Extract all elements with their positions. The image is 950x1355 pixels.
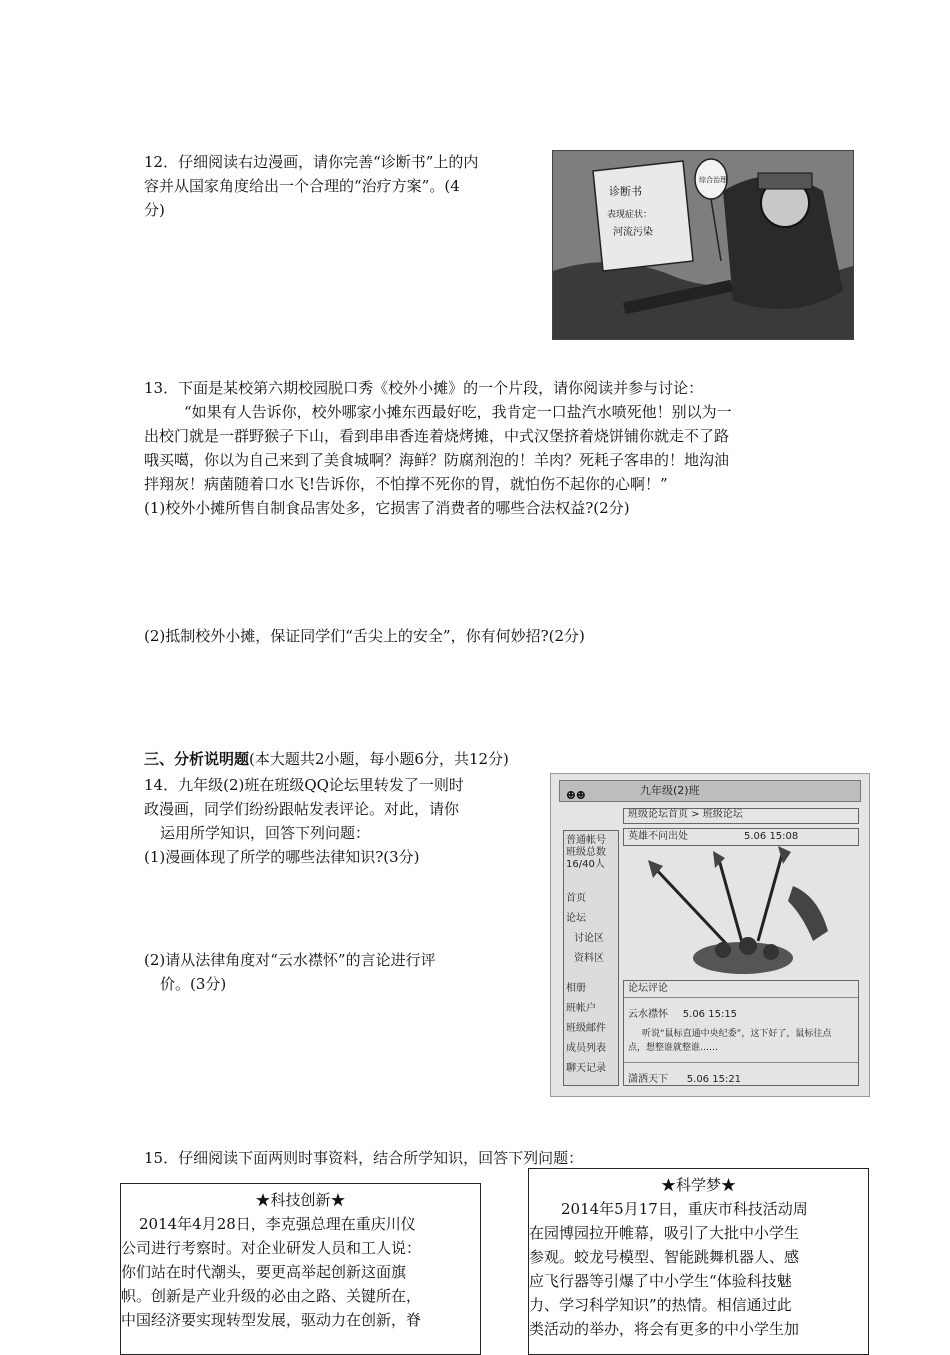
scroll-symptom-label: 表现症状： [607, 210, 653, 220]
q14-sub2 [144, 948, 544, 996]
scroll-symptom-value: 河流污染 [613, 227, 653, 238]
box2-line: 在园博园拉开帷幕，吸引了大批中小学生 [529, 1224, 800, 1242]
sidebar-members-count: 16/40人 [566, 859, 605, 870]
question-13 [144, 376, 824, 520]
question-12 [144, 150, 544, 222]
q14-sub2-line: 价。(3分) [160, 975, 227, 993]
forum-cartoon [623, 846, 857, 976]
q13-quote-line: 拌翔灰！病菌随着口水飞!告诉你，不怕撑不死你的胃，就怕伤不起你的心啊！” [144, 475, 668, 493]
comment-text-line: 听说“鼠标直通中央纪委”，这下好了，鼠标往点 [642, 1029, 832, 1039]
sidebar-account: 普通帐号 [566, 835, 606, 846]
q13-sub2: (2)抵制校外小摊，保证同学们“舌尖上的安全”，你有何妙招?(2分) [144, 627, 585, 645]
question-14 [144, 773, 544, 869]
post-time: 5.06 15:08 [744, 831, 799, 842]
q14-line: 14．九年级(2)班在班级QQ论坛里转发了一则时 [144, 776, 464, 794]
q13-line: 13．下面是某校第六期校园脱口秀《校外小摊》的一个片段，请你阅读并参与讨论： [144, 379, 704, 397]
sidebar-item-forum[interactable]: 论坛 [566, 913, 586, 924]
box2-line: 2014年5月17日，重庆市科技活动周 [561, 1200, 808, 1218]
section3-title: 三、分析说明题 [144, 750, 250, 768]
bottle-label: 综合治理 [699, 176, 727, 184]
sidebar-item-account[interactable]: 班帐户 [566, 1003, 596, 1014]
box2-title: ★科学梦★ [660, 1176, 736, 1194]
sidebar-item-home[interactable]: 首页 [566, 893, 586, 904]
section3-note: (本大题共2小题，每小题6分，共12分) [249, 750, 509, 768]
box1-line: 你们站在时代潮头，要更高举起创新这面旗 [121, 1263, 407, 1281]
sidebar-item-chat[interactable]: 聊天记录 [566, 1063, 606, 1074]
q12-cartoon [552, 150, 854, 340]
box1-line: 帜。创新是产业升级的必由之路、关键所在， [121, 1287, 422, 1305]
q13-quote-line: 出校门就是一群野猴子下山，看到串串香连着烧烤摊，中式汉堡挤着烧饼铺你就走不了路 [144, 427, 730, 445]
post-author[interactable]: 英雄不问出处 [628, 831, 688, 842]
q14-sub1: (1)漫画体现了所学的哪些法律知识?(3分) [144, 848, 420, 866]
box1-line: 公司进行考察时。对企业研发人员和工人说： [121, 1239, 422, 1257]
box1-title: ★科技创新★ [255, 1191, 346, 1209]
q12-line: 容并从国家角度给出一个合理的“治疗方案”。(4 [144, 177, 460, 195]
comment-section-header: 论坛评论 [624, 981, 858, 998]
box1-line: 2014年4月28日，李克强总理在重庆川仪 [139, 1215, 416, 1233]
box2-line: 参观。蛟龙号模型、智能跳舞机器人、感 [529, 1248, 800, 1266]
reply-time: 5.06 15:21 [686, 1074, 742, 1085]
comment-text-line: 点，想整谁就整谁…… [628, 1043, 719, 1053]
box2-line: 应飞行器等引爆了中小学生“体验科技魅 [529, 1272, 792, 1290]
forum-header-title: 九年级(2)班 [640, 784, 700, 797]
q12-line: 分) [144, 201, 165, 219]
q15-box-science-dream [528, 1168, 869, 1355]
sidebar-item-members[interactable]: 成员列表 [566, 1043, 606, 1054]
q14-line: 运用所学知识，回答下列问题： [160, 824, 371, 842]
sidebar-item-discussion[interactable]: 讨论区 [574, 933, 604, 944]
sidebar-item-resources[interactable]: 资料区 [574, 953, 604, 964]
sidebar-item-album[interactable]: 相册 [566, 983, 586, 994]
section3-heading [144, 747, 509, 771]
q15-intro: 15．仔细阅读下面两则时事资料，结合所学知识，回答下列问题： [144, 1149, 584, 1167]
scroll-title-text: 诊断书 [609, 185, 642, 198]
comment-time: 5.06 15:15 [682, 1009, 738, 1020]
box2-line: 力、学习科学知识”的热情。相信通过此 [529, 1296, 792, 1314]
q14-line: 政漫画，同学们纷纷跟帖发表评论。对此，请你 [144, 800, 460, 818]
q15-box-tech-innovation [120, 1183, 481, 1355]
forum-breadcrumb[interactable]: 班级论坛首页 > 班级论坛 [623, 808, 859, 824]
forum-comment-area [623, 980, 859, 1086]
q14-forum-screenshot [550, 773, 870, 1097]
people-icon: ☻☻ [566, 789, 586, 802]
sidebar-item-mail[interactable]: 班级邮件 [566, 1023, 606, 1034]
forum-sidebar [563, 830, 619, 1086]
box2-line: 类活动的举办，将会有更多的中小学生加 [529, 1320, 800, 1338]
q13-quote-line: 哦买噶，你以为自己来到了美食城啊？海鲜？防腐剂泡的！羊肉？死耗子客串的！地沟油 [144, 451, 730, 469]
forum-header-bar [559, 780, 861, 802]
sidebar-members-label: 班级总数 [566, 847, 606, 858]
q14-sub2-line: (2)请从法律角度对“云水襟怀”的言论进行评 [144, 951, 436, 969]
q13-quote-line: “如果有人告诉你，校外哪家小摊东西最好吃，我肯定一口盐汽水喷死他！别以为一 [184, 403, 732, 421]
river-pollution-cartoon [553, 151, 853, 339]
q12-line: 12．仔细阅读右边漫画，请你完善“诊断书”上的内 [144, 153, 479, 171]
reply-author[interactable]: 潇洒天下 [628, 1074, 668, 1085]
comment-author[interactable]: 云水襟怀 [628, 1009, 668, 1020]
forum-post-header [623, 828, 859, 846]
box1-line: 中国经济要实现转型发展，驱动力在创新，脊 [121, 1311, 422, 1329]
q13-sub1: (1)校外小摊所售自制食品害处多，它损害了消费者的哪些合法权益?(2分) [144, 499, 630, 517]
